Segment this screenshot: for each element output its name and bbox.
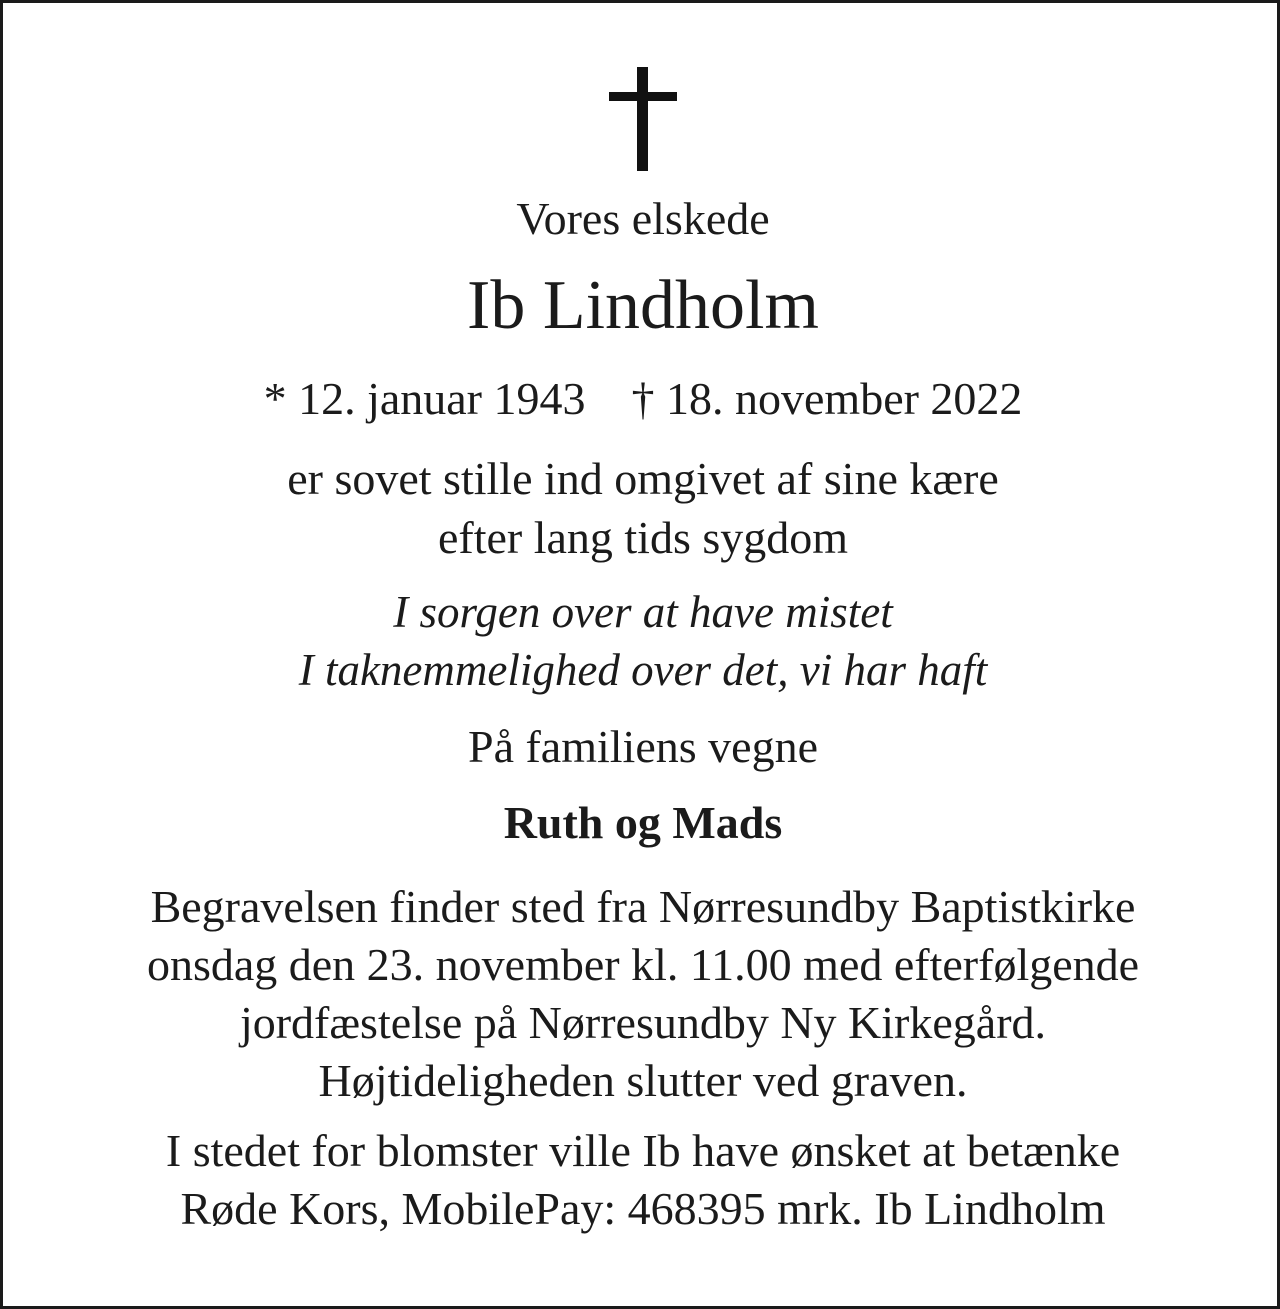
deceased-name: Ib Lindholm (467, 267, 819, 344)
quote-line: I sorgen over at have mistet (393, 587, 893, 637)
funeral-info-line: jordfæstelse på Nørresundby Ny Kirkegård. (239, 997, 1047, 1048)
passing-text-line: er sovet stille ind omgivet af sine kære (287, 453, 999, 504)
on-behalf-text: På familiens vegne (467, 721, 818, 772)
passing-text-line: efter lang tids sygdom (437, 512, 849, 563)
donation-info-line: I stedet for blomster ville Ib have ønsket at betænke (165, 1125, 1121, 1176)
funeral-info-line: Begravelsen finder sted fra Nørresundby Baptistkirke (150, 881, 1136, 932)
cross-icon (609, 67, 677, 171)
funeral-info-line: Højtideligheden slutter ved graven. (318, 1055, 968, 1106)
donation-info-line: Røde Kors, MobilePay: 468395 mrk. Ib Lindholm (180, 1183, 1106, 1234)
funeral-info-line: onsdag den 23. november kl. 11.00 med efterfølgende (146, 939, 1140, 990)
birth-date: * 12. januar 1943 (263, 373, 586, 424)
death-date: † 18. november 2022 (631, 373, 1023, 424)
life-dates (3, 373, 1280, 424)
intro-text: Vores elskede (516, 193, 770, 244)
signers: Ruth og Mads (503, 797, 783, 848)
quote-line: I taknemmelighed over det, vi har haft (298, 645, 988, 695)
